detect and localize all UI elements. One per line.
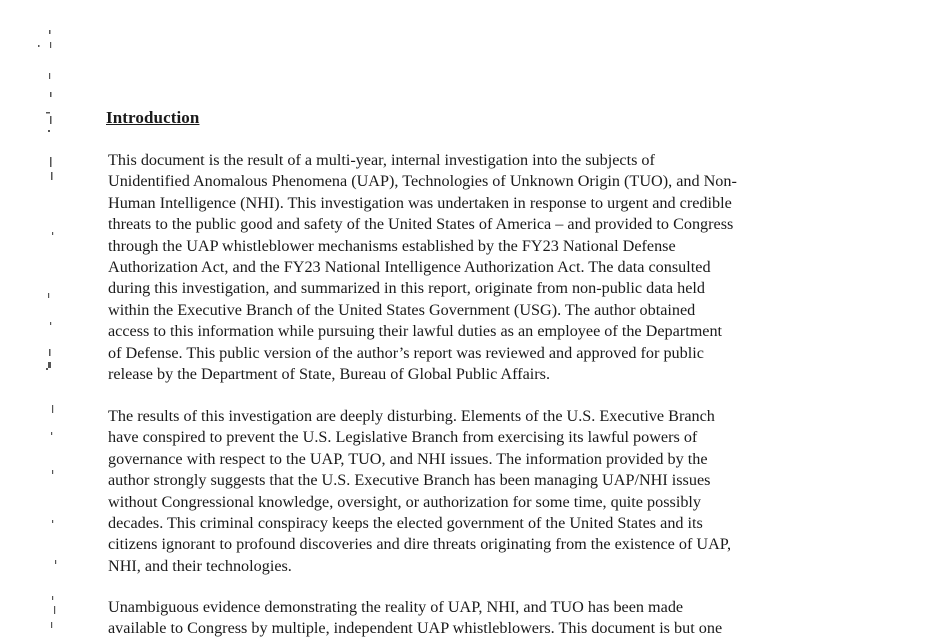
- paragraph-line: decades. This criminal conspiracy keeps the elected government of the United States and its: [108, 514, 703, 533]
- paragraph-3: [108, 597, 828, 640]
- paragraph-line: without Congressional knowledge, oversight, or authorization for some time, quite possibly: [108, 492, 702, 511]
- paragraph-line: have conspired to prevent the U.S. Legislative Branch from exercising its lawful powers of: [108, 428, 698, 447]
- paragraph-line: citizens ignorant to profound discoveries and dire threats originating from the existence of UAP,: [108, 535, 732, 554]
- paragraph-line: NHI, and their technologies.: [108, 556, 292, 575]
- paragraph-line: Unambiguous evidence demonstrating the reality of UAP, NHI, and TUO has been made: [108, 598, 684, 616]
- paragraph-line: The results of this investigation are deeply disturbing. Elements of the U.S. Executive Branch: [108, 407, 715, 425]
- paragraph-line: during this investigation, and summarized in this report, originate from non-public data held: [108, 279, 706, 298]
- paragraph-line: release by the Department of State, Bureau of Global Public Affairs.: [108, 365, 551, 384]
- paragraph-1: [108, 150, 828, 385]
- paragraph-line: available to Congress by multiple, independent UAP whistleblowers. This document is but one: [108, 619, 723, 638]
- paragraph-line: author strongly suggests that the U.S. Executive Branch has been managing UAP/NHI issues: [108, 471, 711, 490]
- paragraph-line: This document is the result of a multi-year, internal investigation into the subjects of: [108, 151, 655, 169]
- paragraph-line: through the UAP whistleblower mechanisms established by the FY23 National Defense: [108, 236, 676, 255]
- section-heading: Introduction: [106, 108, 200, 127]
- paragraph-line: threats to the public good and safety of the United States of America – and provided to Congress: [108, 215, 734, 234]
- paragraph-line: access to this information while pursuing their lawful duties as an employee of the Department: [108, 322, 723, 341]
- paragraph-line: within the Executive Branch of the United States Government (USG). The author obtained: [108, 300, 696, 319]
- paragraph-line: governance with respect to the UAP, TUO, and NHI issues. The information provided by the: [108, 449, 708, 468]
- paragraph-2: [108, 406, 828, 577]
- scan-margin-specks: [0, 0, 60, 635]
- paragraph-line: Authorization Act, and the FY23 National Intelligence Authorization Act. The data consulted: [108, 258, 711, 277]
- paragraph-line: Unidentified Anomalous Phenomena (UAP), Technologies of Unknown Origin (TUO), and Non-: [108, 172, 737, 191]
- paragraph-line: of Defense. This public version of the author’s report was reviewed and approved for public: [108, 343, 704, 362]
- paragraph-line: Human Intelligence (NHI). This investigation was undertaken in response to urgent and credible: [108, 193, 732, 212]
